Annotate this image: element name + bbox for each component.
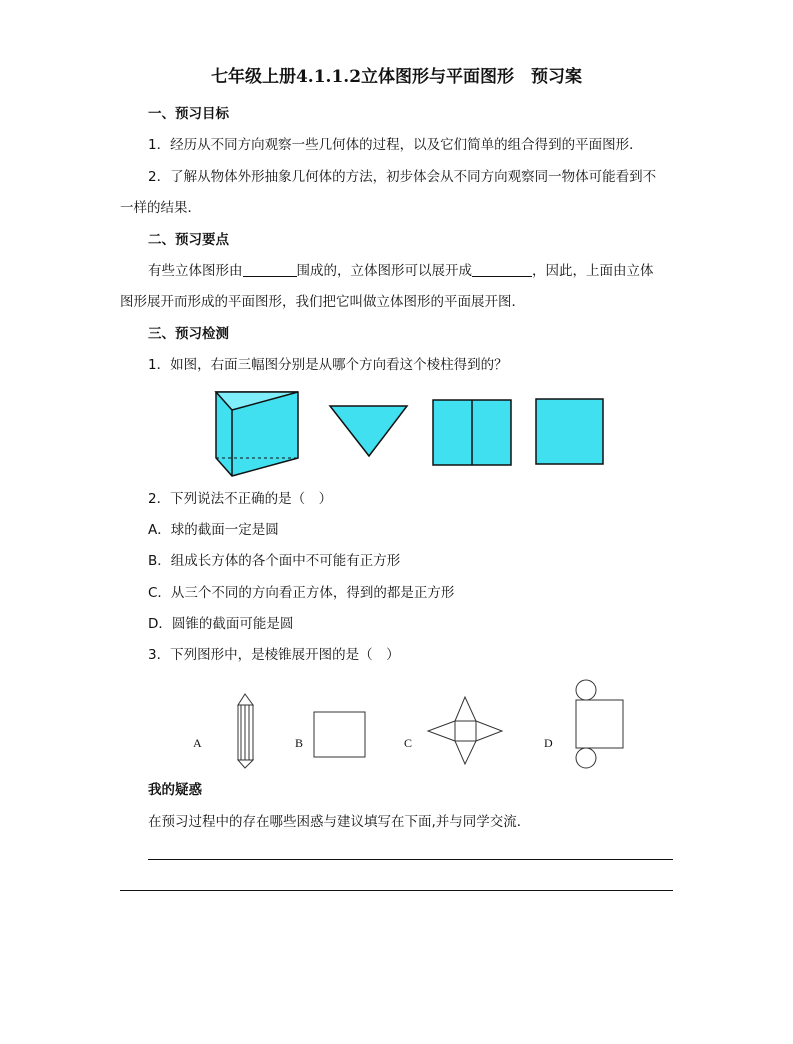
doubts-heading: 我的疑惑 <box>148 782 202 798</box>
key-points-text-b: 围成的，立体图形可以展开成 <box>296 263 472 279</box>
question-3: 3．下列图形中，是棱锥展开图的是（ ） <box>148 647 400 663</box>
section-heading-goals: 一、预习目标 <box>148 106 229 122</box>
q2-option-d: D．圆锥的截面可能是圆 <box>148 616 294 632</box>
net-option-a[interactable] <box>238 694 253 768</box>
answer-line-2[interactable] <box>120 890 673 891</box>
net-option-c[interactable] <box>428 697 502 764</box>
key-points-line2: 图形展开而形成的平面图形，我们把它叫做立体图形的平面展开图． <box>120 294 525 310</box>
goal-item-2-line2: 一样的结果． <box>120 200 201 216</box>
q2-option-b: B．组成长方体的各个面中不可能有正方形 <box>148 553 401 569</box>
goal-item-1: 1．经历从不同方向观察一些几何体的过程，以及它们简单的组合得到的平面图形． <box>148 137 643 153</box>
goal-item-2-line1: 2．了解从物体外形抽象几何体的方法，初步体会从不同方向观察同一物体可能看到不 <box>148 169 657 185</box>
question-1: 1．如图，右面三幅图分别是从哪个方向看这个棱柱得到的？ <box>148 357 508 373</box>
net-label-d: D <box>544 736 553 750</box>
view-triangle <box>330 406 407 456</box>
net-label-c: C <box>404 736 413 750</box>
view-two-rectangles <box>433 400 511 465</box>
net-option-d[interactable] <box>576 680 623 768</box>
question-2: 2．下列说法不正确的是（ ） <box>148 491 333 507</box>
net-option-b[interactable] <box>314 712 365 757</box>
triangular-prism-figure <box>216 392 298 476</box>
doubts-prompt: 在预习过程中的存在哪些困惑与建议填写在下面,并与同学交流． <box>148 814 531 830</box>
net-label-a: A <box>193 736 202 750</box>
q2-option-a: A．球的截面一定是圆 <box>148 522 279 538</box>
section-heading-key-points: 二、预习要点 <box>148 232 229 248</box>
section-heading-check: 三、预习检测 <box>148 326 229 342</box>
view-square <box>536 399 603 464</box>
key-points-text-c: ，因此，上面由立体 <box>532 263 654 279</box>
key-points-text-a: 有些立体图形由 <box>148 263 243 279</box>
page-title: 七年级上册4.1.1.2立体图形与平面图形 预习案 <box>210 67 583 87</box>
answer-line-1[interactable] <box>148 859 673 860</box>
net-label-b: B <box>295 736 304 750</box>
q2-option-c: C．从三个不同的方向看正方体，得到的都是正方形 <box>148 585 455 601</box>
